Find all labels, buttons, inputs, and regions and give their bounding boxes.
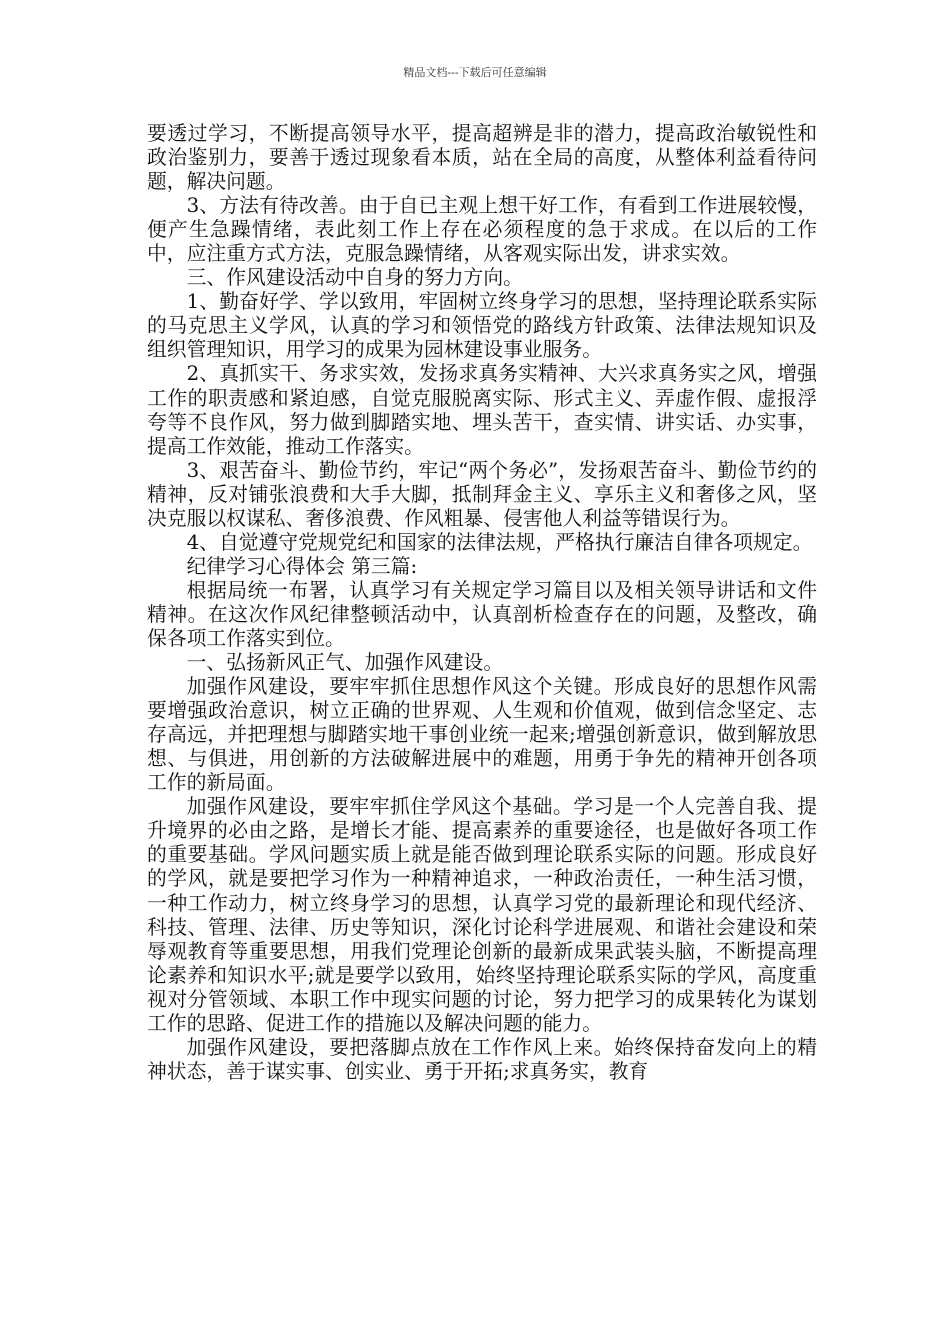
paragraph: 根据局统一布署，认真学习有关规定学习篇目以及相关领导讲话和文件精神。在这次作风纪律整顿活动中，认真剖析检查存在的问题，及整改，确保各项工作落实到位。: [147, 578, 817, 650]
section-heading: 三、作风建设活动中自身的努力方向。: [186, 266, 523, 290]
paragraph: 3、艰苦奋斗、勤俭节约，牢记“两个务必”，发扬艰苦奋斗、勤俭节约的精神，反对铺张浪费和大手大脚，抵制拜金主义、享乐主义和奢侈之风，坚决克服以权谋私、奢侈浪费、作风粗暴、侵害他人利益等错误行为。: [147, 458, 817, 530]
paragraph: 加强作风建设，要牢牢抓住学风这个基础。学习是一个人完善自我、提升境界的必由之路，是增长才能、提高素养的重要途径，也是做好各项工作的重要基础。学风问题实质上就是能否做到理论联系实际的问题。形成良好的学风，就是要把学习作为一种精神追求，一种政治责任，一种生活习惯，一种工作动力，树立终身学习的思想，认真学习党的最新理论和现代经济、科技、管理、法律、历史等知识，深化讨论科学进展观、和谐社会建设和荣辱观教育等重要思想，用我们党理论创新的最新成果武装头脑，不断提高理论素养和知识水平;就是要学以致用，始终坚持理论联系实际的学风，高度重视对分管领域、本职工作中现实问题的讨论，努力把学习的成果转化为谋划工作的思路、促进工作的措施以及解决问题的能力。: [147, 795, 817, 1035]
article-title: 纪律学习心得体会 第三篇:: [186, 554, 418, 578]
paragraph: 4、自觉遵守党规党纪和国家的法律法规，严格执行廉洁自律各项规定。: [186, 530, 813, 554]
paragraph: 加强作风建设，要牢牢抓住思想作风这个关键。形成良好的思想作风需要增强政治意识，树立正确的世界观、人生观和价值观，做到信念坚定、志存高远，并把理想与脚踏实地干事创业统一起来;增强创新意识，做到解放思想、与俱进，用创新的方法破解进展中的难题，用勇于争先的精神开创各项工作的新局面。: [147, 675, 817, 795]
paragraph: 2、真抓实干、务求实效，发扬求真务实精神、大兴求真务实之风，增强工作的职责感和紧迫感，自觉克服脱离实际、形式主义、弄虚作假、虚报浮夸等不良作风，努力做到脚踏实地、埋头苦干，查实情、讲实话、办实事，提高工作效能，推动工作落实。: [147, 362, 817, 458]
document-body: [147, 122, 817, 1084]
paragraph: 加强作风建设，要把落脚点放在工作作风上来。始终保持奋发向上的精神状态，善于谋实事、创实业、勇于开拓;求真务实，教育: [147, 1035, 817, 1083]
paragraph: 1、勤奋好学、学以致用，牢固树立终身学习的思想，坚持理论联系实际的马克思主义学风，认真的学习和领悟党的路线方针政策、法律法规知识及组织管理知识，用学习的成果为园林建设事业服务。: [147, 290, 817, 362]
paragraph: 要透过学习，不断提高领导水平，提高超辨是非的潜力，提高政治敏锐性和政治鉴别力，要善于透过现象看本质，站在全局的高度，从整体利益看待问题，解决问题。: [147, 122, 817, 194]
section-heading: 一、弘扬新风正气、加强作风建设。: [186, 651, 504, 675]
page-header: 精品文档---下载后可任意编辑: [403, 66, 547, 79]
paragraph: 3、方法有待改善。由于自已主观上想干好工作，有看到工作进展较慢，便产生急躁情绪，表此刻工作上存在必须程度的急于求成。在以后的工作中，应注重方式方法，克服急躁情绪，从客观实际出发，讲求实效。: [147, 194, 817, 266]
